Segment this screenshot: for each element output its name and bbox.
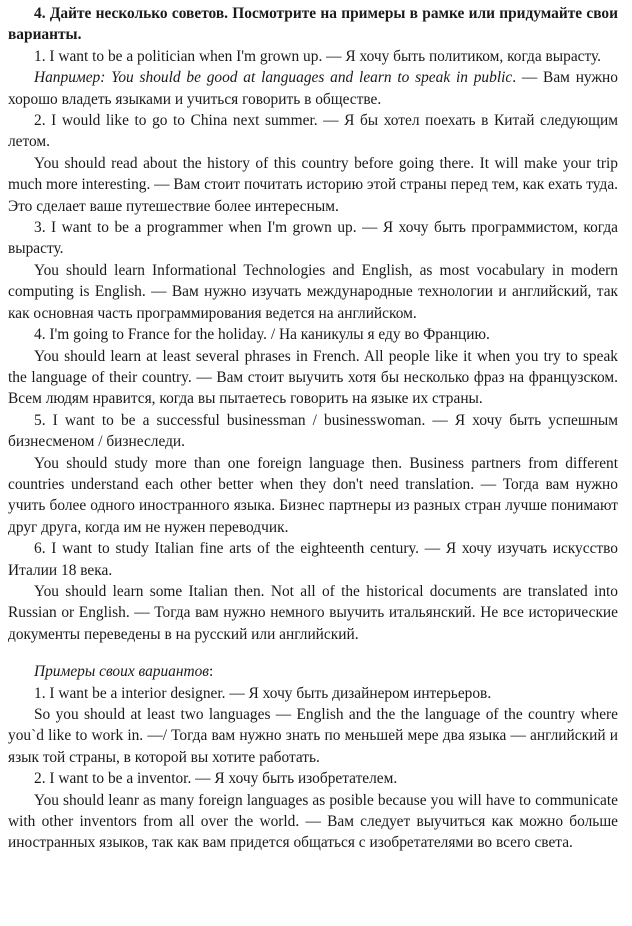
own-examples-heading-text: Примеры своих вариантов xyxy=(34,663,209,681)
example-advice xyxy=(8,67,618,110)
list-item: 6. I want to study Italian fine arts of the eighteenth century. — Я хочу изучать искусство Италии 18 века. xyxy=(8,540,618,579)
example-label: Например xyxy=(34,69,101,87)
list-item: You should learn at least several phrases in French. All people like it when you try to speak the language of their country. — Вам стоит выучить хотя бы несколько фраз на французском. Всем людям нравится, когда вы пытаетесь говорить на языке их страны. xyxy=(8,347,618,408)
own-examples-heading-colon: : xyxy=(209,663,214,681)
example-translation: . — Вам нужно хорошо владеть языками и учиться говорить в обществе. xyxy=(8,69,618,108)
example-label-colon: : xyxy=(100,69,112,87)
list-item: 5. I want to be a successful businessman / businesswoman. — Я хочу быть успешным бизнесменом / бизнеследи. xyxy=(8,411,618,451)
list-item: 4. I'm going to France for the holiday. / На каникулы я еду во Францию. xyxy=(34,326,490,344)
example-intro: 1. I want to be a politician when I'm grown up. — Я хочу быть политиком, когда вырасту. xyxy=(34,47,602,65)
list-item: So you should at least two languages — English and the the language of the country where you`d like to work in. —/ Тогда вам нужно знать по меньшей мере два языка — английский и язык той страны, в которой вы хотите работать. xyxy=(8,706,618,766)
own-examples-heading xyxy=(8,661,618,682)
list-item: You should learn some Italian then. Not all of the historical documents are translated into Russian or English. — Тогда вам нужно немного выучить итальянский. Не все исторические документы переведены в на русский или английский. xyxy=(8,582,618,643)
list-item: You should learn Informational Technologies and English, as most vocabulary in modern computing is English. — Вам нужно изучать международные технологии и английский, так как основная часть программирования ведется на английском. xyxy=(8,261,618,322)
example-advice-text: You should be good at languages and learn to speak in public xyxy=(111,69,513,87)
list-item: 2. I want to be a inventor. — Я хочу быть изобретателем. xyxy=(34,770,398,788)
list-item: You should leanr as many foreign languages as posible because you will have to communicate with other inventors from all over the world. — Вам следует выучиться как можно больше иностранных языков, так как вам придется общаться с изобретателями во всего света. xyxy=(8,791,618,852)
list-item: 1. I want be a interior designer. — Я хочу быть дизайнером интерьеров. xyxy=(34,684,492,702)
task-title: 4. Дайте несколько советов. Посмотрите на примеры в рамке или придумайте свои варианты. xyxy=(8,5,618,44)
list-item: 3. I want to be a programmer when I'm grown up. — Я хочу быть программистом, когда вырасту. xyxy=(8,219,618,258)
list-item: You should read about the history of this country before going there. It will make your trip much more interesting. — Вам стоит почитать историю этой страны перед тем, как ехать туда. Это сделает ваше путешествие более интересным. xyxy=(8,154,618,215)
list-item: You should study more than one foreign language then. Business partners from different countries understand each other better when they don't need translation. — Тогда вам нужно учить более одного иностранного языка. Бизнес партнеры из разных стран лучше понимают друг друга, когда им не нужен переводчик. xyxy=(8,454,618,536)
section-gap xyxy=(8,645,618,661)
list-item: 2. I would like to go to China next summer. — Я бы хотел поехать в Китай следующим летом. xyxy=(8,112,618,151)
